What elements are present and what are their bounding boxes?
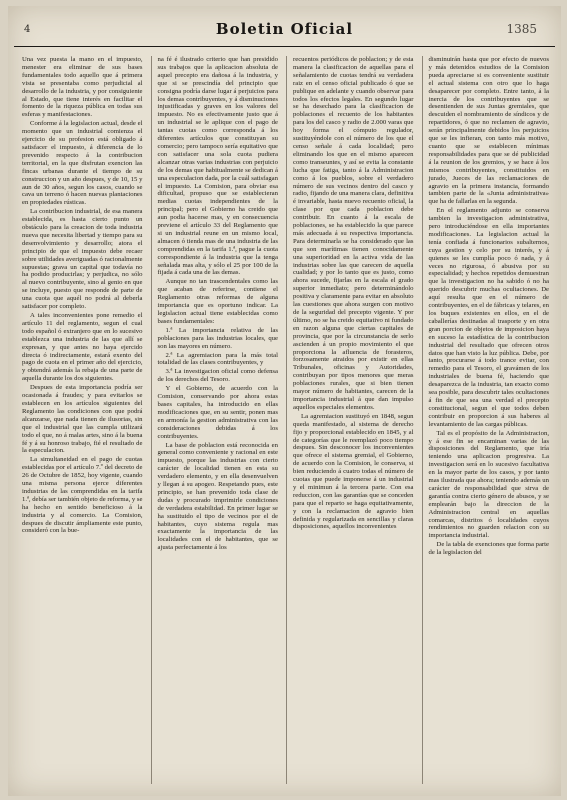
paragraph: A tales inconvenientes pone remedio el artículo 11 del reglamento, segun el cual todo español ó extranjero que en lo sucesivo establezca una industria de las que allí se expresan, y que antes no haya ejercido directa ó indirectamente, estará exento del pago de cuota en el primer año del ejercicio, y obtendrá además la rebaja de una parte de aquella durante los dos siguientes. bbox=[22, 312, 143, 383]
paragraph: De la tabla de exenciones que forma parte de la legislacion del bbox=[428, 541, 549, 557]
paragraph: En el reglamento adjunto se conserva tambien la investigacion administrativa, pero introduciéndose en ella importantes modificaciones. La legislacion actual la tenía confiada á funcionarios subalternos, cuya gestion y celo por su interés, y á quienes se les cumplía poco ó nada, y á veces no rigurosa, ó abusiva por su especialidad; y hechos repetidos demuestran que la investigacion no ha sabido ó no ha querido descubrir muchas ocultaciones. De aquí resulta que en el número de contribuyentes, en el de fábricas y telares, en los buques existentes en ellos, en el de caballerías destinadas al trasporte y en otra gran porcion de objetos de imposicion haya en suceso la estadística de la contribucion industrial del resultado que ofrecen otros datos que han visto la luz pública. Debe, por tanto, procurarse á todo trance evitar, con remedio para el Tesoro, el gravámen de los industriales de buena fé, haciendo que desaparezca de la industria, tan exacto como sea posible, para descubrir tales ocultaciones á fin de que sea una verdad el precepto constitucional, segun el que todos deben contribuir en proporcion á sus haberes al levantamiento de las cargas públicas. bbox=[428, 207, 549, 428]
folio-number: 1385 bbox=[506, 22, 537, 36]
paragraph: Despues de esta importancia podría ser ocasionada á fraudes; y para evitarlos se establecen en los artículos siguientes del Reglamento las condiciones con que podrá alcanzarse, que nada tienen de ilusorias, sin que el industrial que las cumpla utilizará todo el que, no á malas artes, sino á la buena fé y á su honroso trabajo, fié el resultado de la especulacion. bbox=[22, 384, 143, 455]
paragraph: Aunque no tan trascendentales como las que acaban de referirse, contiene el Reglamento otras reformas de alguna importancia que es oportuno indicar. La legislacion actual tiene establecidas como bases fundamentales: bbox=[157, 278, 278, 325]
paragraph: 1.ª La importancia relativa de las poblaciones para las industrias locales, que son las mayores en número. bbox=[157, 326, 278, 350]
document-page bbox=[8, 6, 561, 796]
paragraph: disminuirán hasta que por efecto de nuevos y más detenidos estudios de la Comision pueda apreciarse si es conveniente sustituir el actual sistema con otro que lo haga desaparecer por completo. Entre tanto, á la inercia de los contribuyentes que se desentienden de sus Juntas gremiales, que descuiden el nombramiento de síndicos y de repartidores, ó que no reclamen de agravio, serán principalmente debidos los perjuicios que se les infieran, con tanto más motivo, cuanto que se establecen mínimas responsabilidades para que se dé publicidad á la reunion de los gremios, y se hace á los mismos contribuyentes, constituidos en jurado, Jueces de las reclamaciones de agravio en la primera instancia, formando tambien parte de la «Junta administrativa» que ha de fallarlas en la segunda. bbox=[428, 56, 549, 206]
paragraph: La base de poblacion está reconocida en general como conveniente y racional en este impuesto, porque las industrias con cierto carácter de localidad tienen en esta su verdadero elemento, y en ella desenvuelven y llegan á su apogeo. Respetando pues, este principio, se han prevenido toda clase de dudas y procurado imprimirle condiciones de verdadera estabilidad. En primer lugar se ha sustituido el tipo de vecinos por el de habitantes, cuyo sistema regula mas exactamente la importancia de las localidades con el de habitantes, que se ajusta perfectamente á los bbox=[157, 441, 278, 552]
paragraph: Una vez puesta la mano en el impuesto, menester era eliminar de sus bases fundamentales todo aquello que á primera vista se presentaba como perjudicial al desarrollo de la industria, y por consiguiente al Estado, que tiene interés en facilitar el fomento de la riqueza pública en todas sus esferas y manifestaciones. bbox=[22, 56, 143, 119]
paragraph: Conforme á la legislacion actual, desde el momento que un industrial comienza el ejercicio de su profesion está obligado á satisfacer el impuesto, á diferencia de lo prevenido respecto á la contribucion territorial, en la que disfrutan exencion las fincas urbanas durante el tiempo de su construccion y un año despues, y de 10, 15 y aun de 30 años, segun los casos, cuando se cava un terreno ó hacen nuevas plantaciones en propiedades rústicas. bbox=[22, 120, 143, 207]
paragraph: La agremiacion sustituyó en 1848, segun queda manifestado, al sistema de derecho fijo y proporcional establecido en 1845, y al de categorías que le reemplazó poco tiempo despues. Sin desconocer los inconvenientes que ofrece el sistema gremial, el Gobierno, de acuerdo con la Comision, le conserva, si bien reduciendo á cuatro todas el número de cuotas que puede imponerse á un industrial y el minimun á la tercera parte. Con esa reduccion, con las garantías que se conceden para que el reparto se haga equitativamente, y con la reclamacion de agravio bien definida y regularizada en sencillas y claras disposiciones, aquellos inconvenientes bbox=[293, 412, 414, 531]
paragraph: La contribucion industrial, de esa manera establecida, es hasta cierto punto un obstáculo para la creacion de toda industria nueva que necesita libertad y tiempo para su desenvolvimiento y desarrollo; atora el principio de que el impuesto debe recaer sobre utilidades averiguadas ó racionalmente supuestas; grava un capital que todavía no ha podido producirlas; y perjudica, no sólo al nuevo contribuyente, sino al genio en que se incluye, puesto que responde de parte de una cuota que aquél no podrá al deberla satisfacer por completo. bbox=[22, 208, 143, 311]
page-number: 4 bbox=[24, 24, 31, 35]
paragraph: Y el Gobierno, de acuerdo con la Comision, conservando por ahora estas bases capitales, ha introducido en ellas modificaciones que, en su sentir, ponen mas en armonía la gestion administrativa con las consideraciones debidas á los contribuyentes. bbox=[157, 385, 278, 440]
column-3 bbox=[286, 56, 414, 784]
paragraph: La simultaneidad en el pago de cuotas establecidas por el artículo 7.º del decreto de 26 de Octubre de 1852, hoy vigente, cuando una misma persona ejerce diferentes industrias de las comprendidas en la tarifa 1.ª, debía ser también objeto de reforma, y se ha hecho en sentido beneficioso á la industria y al comercio. La Comision, despues de discutir ámpliamente este punto, consideró con la bue- bbox=[22, 456, 143, 535]
text-columns bbox=[22, 56, 549, 784]
column-1 bbox=[22, 56, 143, 784]
paragraph: 3.ª La investigacion oficial como defensa de los derechos del Tesoro. bbox=[157, 368, 278, 384]
page-title: Boletin Oficial bbox=[215, 20, 354, 38]
column-4 bbox=[422, 56, 550, 784]
paragraph: na fé é ilustrado criterio que han presidido sus trabajos que la aplicacion absoluta de aquel precepto era dañosa á la industria, y que si se prescindía del principio que consigna podría darse lugar á perjuicios para los demas contribuyentes, y á disminuciones injustificadas y graves en los valores del impuesto. No es efectivamente justo que á un industrial se le aplique con el pago de tantas cuotas como corresponda á los diferentes artículos que constituyan su comercio; pero tampoco sería equitativo que con satisfacer una sola cuota pudiera alcanzar otras varias industrias con perjuicio de los demas que habitualmente se dedican á una especulacion dada, por la cuál satisfagan el impuesto. La Comision, para obviar esa dificultad, propuso que se establecieran medias cuotas independientes de la principal; pero el Gobierno ha creido que aun podia hacerse mas, y en consecuencia previene el artículo 33 del Reglamento que si un industrial reune en un mismo local, almacen ó tienda mas de una industria de las comprendidas en la tarifa 1.ª, pague la cuota correspondiente á la industria que la tenga señalada mas alta, y sólo el 25 por 100 de la fijada á cada una de las demas. bbox=[157, 56, 278, 277]
page-header bbox=[14, 16, 555, 47]
column-2 bbox=[151, 56, 279, 784]
paragraph: recuentos periódicos de poblacion; y de esta manera la clasificacion de aquellas para el señalamiento de cuotas tendrá su verdadera raiz en el censo oficial publicado ó que se publique en adelante y cuando observar para todos los efectos legales. En segundo lugar se ha desechado para la clasificacion de poblaciones el recuento de los habitantes para los del casco y radio de 2.000 varas que hoy forma el cómputo regulador, sustituyéndole con el número de los que el censo señale á cada localidad; pero eliminando los que en el mismo aparecen como transeuntes, y así se evita la constante lucha que fatiga, tanto á la Administracion como á los pueblos, sobre el verdadero número de sus vecinos dentro del casco y radio, fijando de una manera clara, definitiva é invariable, hasta nuevo recuento oficial, la clase por que cada poblacion debe contribuir. En cuanto á la escala de poblaciones, se ha establecido la que parece más adecuada á su respectiva importancia. Para determinarla se ha considerado que las que son marítimas tienen conocidamente una superioridad en la activa vida de las industrias sobre las que carecen de aquella cualidad; y por lo tanto que es justo, como ahora sucede, fijarlas en la escala el grado superior inmediato; pero determinándolo positiva y claramente para evitar en absoluto las cuestiones que ahora surgen con motivo de la seguridad del precepto vigente. Y por último, no se ha creido equitativo ni fundado en razon alguna que ciertas capitales de provincia, que por la circunstancia de serlo ascienden á un propio movimiento el que proporciona la afluencia de forasteros, forzosamente atraidos por existir en ellas Tribunales, oficinas y Autoridades, contribuyan por tipos menores que meras poblaciones rurales, que si bien tienen mayor número de habitantes, carecen de la importancia industrial á que dan impulso aquellos especiales elementos. bbox=[293, 56, 414, 411]
paragraph: Tal es el propósito de la Administracion, y á ese fin se encaminan varias de las disposiciones del Reglamento, que iría teniendo una aplicacion progresiva. La investigacion será en lo sucesivo facultativa en la mayor parte de los casos, y por tanto mas ilustrada que ahora; teniendo además un carácter de responsabilidad que sirva de garantía contra cierto género de abusos, y se emplearán bajo la direccion de la Administracion central en aquellas comarcas, distritos ó localidades cuyos rendimientos no guarden relacion con su importancia industrial. bbox=[428, 429, 549, 540]
paragraph: 2.ª La agremiacion para la más total totalidad de las clases contribuyentes, y bbox=[157, 351, 278, 367]
